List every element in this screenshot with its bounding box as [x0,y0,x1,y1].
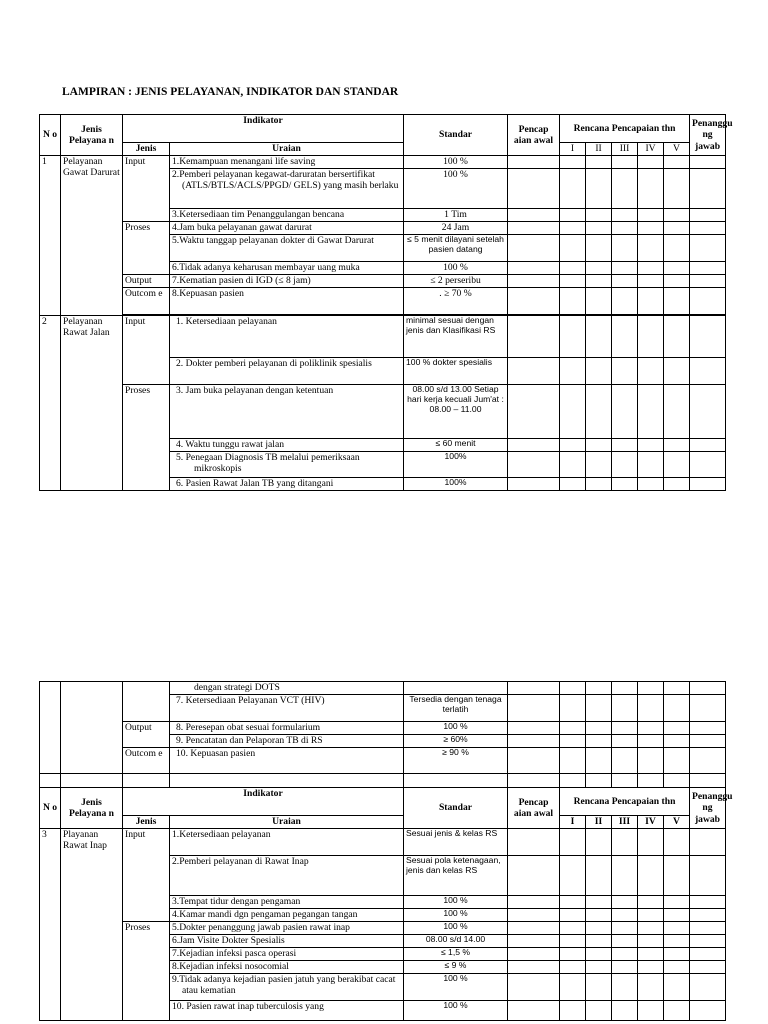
indicator-description: 4. Waktu tunggu rawat jalan [170,439,404,452]
standard-value: 100% [404,478,508,491]
standard-value: 100 % [404,974,508,1001]
table-row [40,682,726,695]
standard-value: ≤ 2 perseribu [404,275,508,288]
standard-value: minimal sesuai dengan jenis dan Klasifikasi RS [404,316,508,358]
indicator-description: 6.Tidak adanya keharusan membayar uang muka [170,262,404,275]
indicator-type: Proses [123,222,170,275]
indicator-description: 4.Jam buka pelayanan gawat darurat [170,222,404,235]
table-row [40,316,726,358]
indicator-type: Output [123,722,170,748]
header-penanggung-jawab: Penanggu ng jawab [690,788,726,829]
table-row [40,748,726,774]
table-row [40,288,726,315]
indicator-type: Proses [123,385,170,491]
standard-value: Tersedia dengan tenaga terlatih [404,695,508,722]
header-rencana: Rencana Pencapaian thn [560,115,690,143]
header-indikator: Indikator [123,115,404,143]
standard-value: 08.00 s/d 13.00 Setiap hari kerja kecuali Jum'at : 08.00 – 11.00 [404,385,508,439]
standard-value: 100 % [404,1001,508,1021]
standard-value: 100 % dokter spesialis [404,358,508,385]
header-row [40,788,726,816]
header-q3: III [612,143,638,156]
standards-table-page-2 [39,681,733,1021]
indicator-description: 3.Ketersediaan tim Penanggulangan bencana [170,209,404,222]
indicator-type: Input [123,829,170,922]
standard-value: . ≥ 70 % [404,288,508,315]
document-title: LAMPIRAN : JENIS PELAYANAN, INDIKATOR DAN STANDAR [62,86,399,98]
indicator-description: 6. Pasien Rawat Jalan TB yang ditangani [170,478,404,491]
indicator-type: Output [123,275,170,288]
indicator-description: 5. Penegaan Diagnosis TB melalui pemeriksaan mikroskopis [170,452,404,478]
standard-value: 100% [404,452,508,478]
header-q4: IV [638,816,664,829]
indicator-description: 7. Ketersediaan Pelayanan VCT (HIV) [170,695,404,722]
indicator-description: 3.Tempat tidur dengan pengaman [170,896,404,909]
header-jenis: Jenis [123,816,170,829]
service-name: Pelayanan Gawat Darurat [61,156,123,316]
indicator-description: 10. Pasien rawat inap tuberculosis yang [170,1001,404,1021]
header-no: N o [40,788,61,829]
table-row [40,722,726,735]
indicator-description: 1. Ketersediaan pelayanan [170,316,404,358]
indicator-description: 4.Kamar mandi dgn pengaman pegangan tangan [170,909,404,922]
header-q1: I [560,143,586,156]
header-pencapaian-awal: Pencap aian awal [508,115,560,156]
header-q4: IV [638,143,664,156]
indicator-description: 6.Jam Visite Dokter Spesialis [170,935,404,948]
header-penanggung-jawab: Penanggu ng jawab [690,115,726,156]
header-uraian: Uraian [170,816,404,829]
standard-value: 08.00 s/d 14.00 [404,935,508,948]
table-row [40,922,726,935]
indicator-description: 1.Ketersediaan pelayanan [170,829,404,856]
standard-value: 100 % [404,722,508,735]
indicator-description: 2. Dokter pemberi pelayanan di poliklinik spesialis [170,358,404,385]
row-number: 3 [40,829,61,1021]
table-row-spacer [40,774,726,788]
header-jenis: Jenis [123,143,170,156]
indicator-description: 7.Kejadian infeksi pasca operasi [170,948,404,961]
indicator-type: Proses [123,922,170,1021]
header-q5: V [664,816,690,829]
standard-value: 100 % [404,922,508,935]
indicator-description: 3. Jam buka pelayanan dengan ketentuan [170,385,404,439]
indicator-description: 2.Pemberi pelayanan kegawat-daruratan bersertifikat (ATLS/BTLS/ACLS/PPGD/ GELS) yang masih berlaku [170,169,404,209]
service-name: Playanan Rawat Inap [61,829,123,1021]
table-row [40,222,726,235]
indicator-type: Outcom e [123,748,170,774]
standard-value: 100 % [404,156,508,169]
row-number: 2 [40,316,61,491]
row-number: 1 [40,156,61,316]
indicator-description: 5.Dokter penanggung jawab pasien rawat inap [170,922,404,935]
indicator-description: 8.Kepuasan pasien [170,288,404,315]
header-indikator: Indikator [123,788,404,816]
subheader-row [40,816,726,829]
indicator-type: Outcom e [123,288,170,315]
header-pencapaian-awal: Pencap aian awal [508,788,560,829]
subheader-row [40,143,726,156]
indicator-type: Input [123,156,170,222]
header-row [40,115,726,143]
standard-value: 100 % [404,169,508,209]
indicator-description: dengan strategi DOTS [170,682,404,695]
header-q3: III [612,816,638,829]
indicator-description: 1.Kemampuan menangani life saving [170,156,404,169]
standard-value: Sesuai pola ketenagaan, jenis dan kelas RS [404,856,508,896]
indicator-type: Input [123,316,170,385]
standard-value: ≤ 1,5 % [404,948,508,961]
indicator-description: 5.Waktu tanggap pelayanan dokter di Gawat Darurat [170,235,404,262]
standard-value: 1 Tim [404,209,508,222]
table-row [40,829,726,856]
standard-value: ≤ 60 menit [404,439,508,452]
table-row [40,275,726,288]
indicator-description: 8.Kejadian infeksi nosocomial [170,961,404,974]
standard-value: Sesuai jenis & kelas RS [404,829,508,856]
header-rencana: Rencana Pencapaian thn [560,788,690,816]
indicator-description: 9. Pencatatan dan Pelaporan TB di RS [170,735,404,748]
table-row [40,385,726,439]
standard-value: 24 Jam [404,222,508,235]
standard-value: ≤ 5 menit dilayani setelah pasien datang [404,235,508,262]
header-standar: Standar [404,115,508,156]
indicator-description: 7.Kematian pasien di IGD (≤ 8 jam) [170,275,404,288]
table-row [40,156,726,169]
standard-value: 100 % [404,896,508,909]
indicator-description: 10. Kepuasan pasien [170,748,404,774]
header-jenis-pelayanan: Jenis Pelayana n [61,788,123,829]
header-q2: II [586,816,612,829]
header-uraian: Uraian [170,143,404,156]
standard-value: 100 % [404,909,508,922]
standard-value: ≥ 60% [404,735,508,748]
header-q2: II [586,143,612,156]
header-standar: Standar [404,788,508,829]
header-q5: V [664,143,690,156]
standard-value: ≥ 90 % [404,748,508,774]
header-no: N o [40,115,61,156]
indicator-description: 8. Peresepan obat sesuai formularium [170,722,404,735]
standards-table-page-1 [39,114,733,491]
indicator-description: 9.Tidak adanya kejadian pasien jatuh yang berakibat cacat atau kematian [170,974,404,1001]
standard-value: 100 % [404,262,508,275]
standard-value: ≤ 9 % [404,961,508,974]
header-q1: I [560,816,586,829]
header-jenis-pelayanan: Jenis Pelayana n [61,115,123,156]
service-name: Pelayanan Rawat Jalan [61,316,123,491]
indicator-description: 2.Pemberi pelayanan di Rawat Inap [170,856,404,896]
